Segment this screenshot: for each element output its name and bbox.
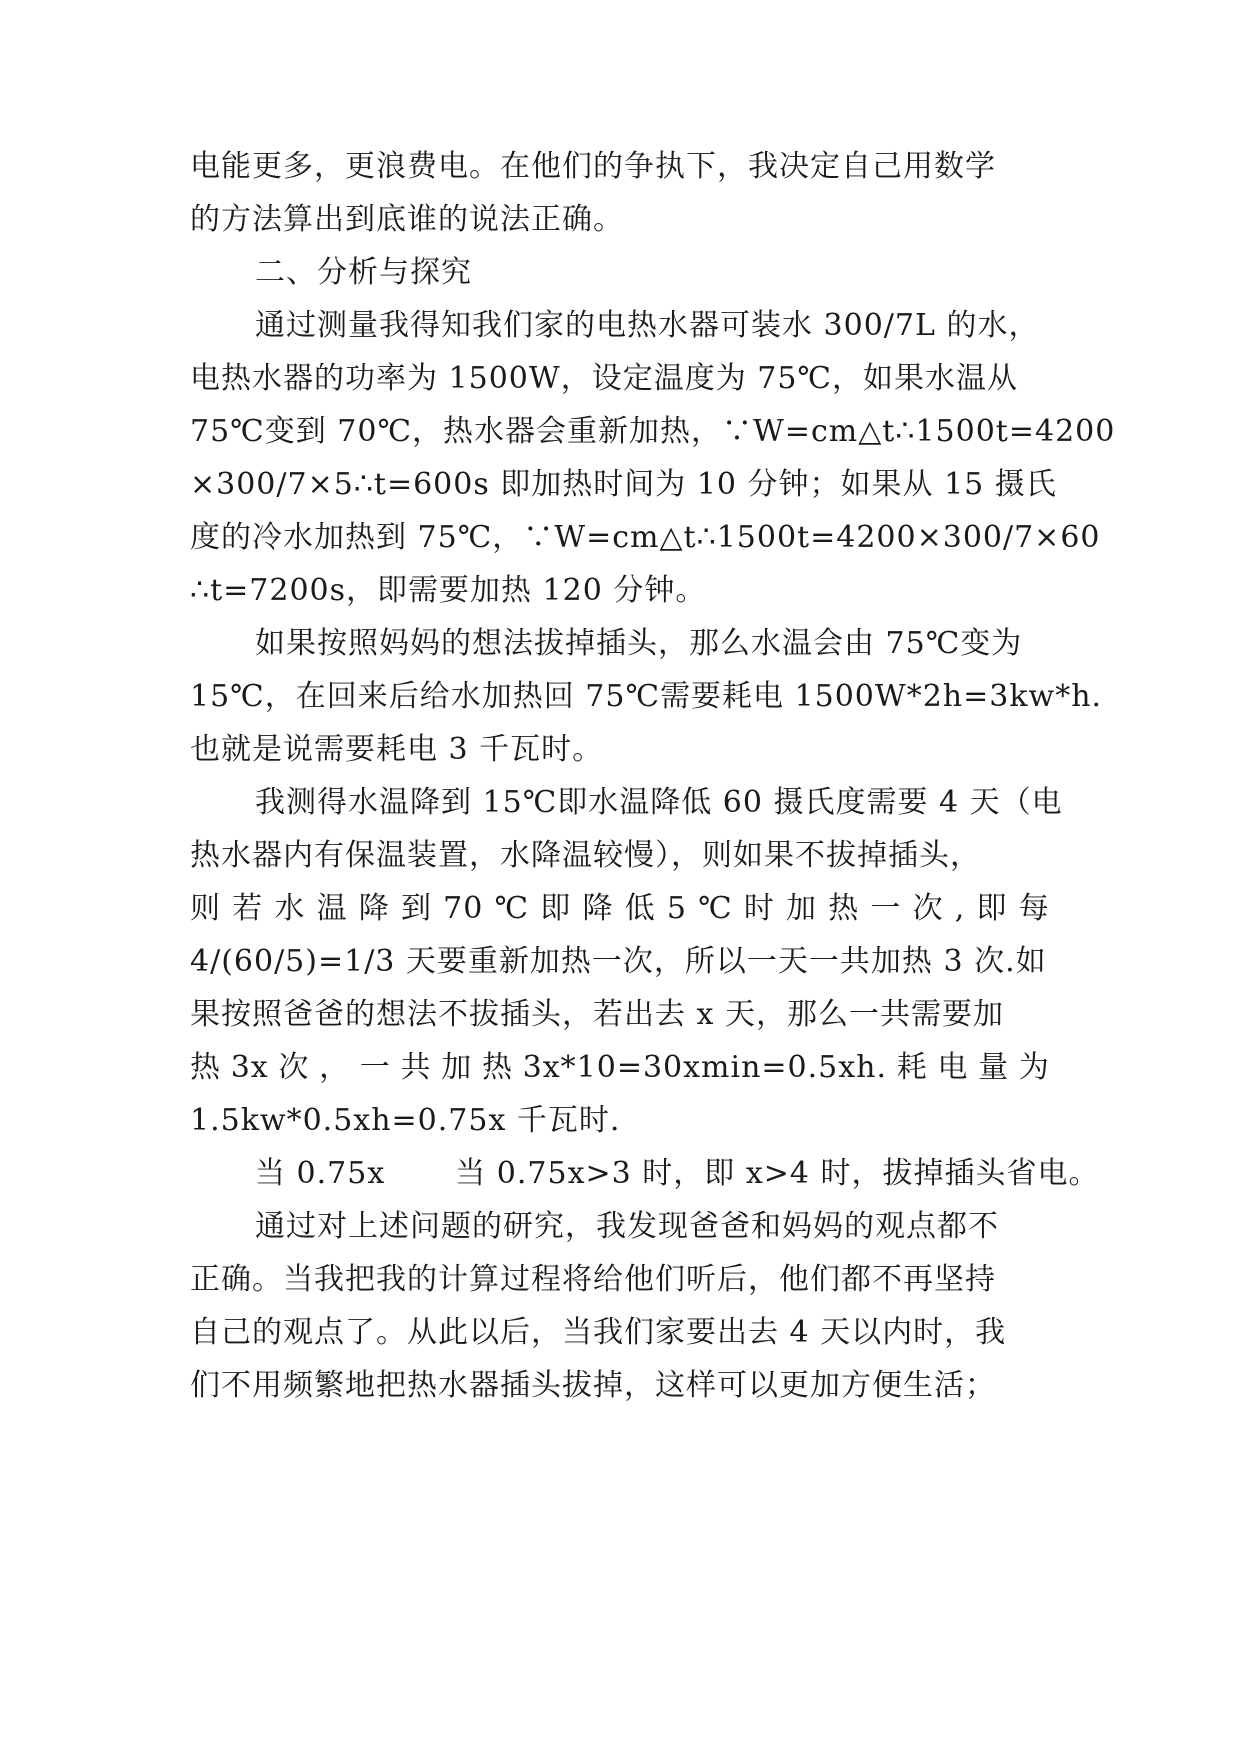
text-line: 1.5kw*0.5xh=0.75x 千瓦时.	[190, 1103, 621, 1138]
split-text-part-b: 当 0.75x>3 时，即 x>4 时，拔掉插头省电。	[455, 1156, 1100, 1191]
text-line: 75℃变到 70℃，热水器会重新加热，∵W=cm△t∴1500t=4200	[190, 414, 1116, 449]
justified-text-line: 则 若 水 温 降 到 70 ℃ 即 降 低 5 ℃ 时 加 热 一 次 , 即 每	[190, 891, 1050, 926]
text-line: 如果按照妈妈的想法拔掉插头，那么水温会由 75℃变为	[255, 626, 1023, 661]
text-line: 的方法算出到底谁的说法正确。	[190, 202, 624, 237]
text-line: 通过测量我得知我们家的电热水器可装水 300/7L 的水，	[255, 308, 1040, 343]
text-line: ×300/7×5∴t=600s 即加热时间为 10 分钟；如果从 15 摄氏	[190, 467, 1057, 502]
text-line: ∴t=7200s，即需要加热 120 分钟。	[190, 573, 707, 608]
text-line: 热水器内有保温装置，水降温较慢），则如果不拔掉插头，	[190, 838, 981, 873]
justified-text-line: 热 3x 次 ， 一 共 加 热 3x*10=30xmin=0.5xh. 耗 电 量 为	[190, 1050, 1050, 1085]
text-line: 4/(60/5)=1/3 天要重新加热一次，所以一天一共加热 3 次.如	[190, 944, 1047, 979]
split-text-part-a: 当 0.75x	[255, 1156, 386, 1191]
split-text-line	[255, 1154, 1100, 1194]
text-line: 们不用频繁地把热水器插头拔掉，这样可以更加方便生活；	[190, 1368, 996, 1403]
text-line: 果按照爸爸的想法不拔插头，若出去 x 天，那么一共需要加	[190, 997, 1004, 1032]
text-line: 15℃，在回来后给水加热回 75℃需要耗电 1500W*2h=3kw*h.	[190, 679, 1103, 714]
text-line: 电能更多，更浪费电。在他们的争执下，我决定自己用数学	[190, 149, 996, 184]
text-line: 正确。当我把我的计算过程将给他们听后，他们都不再坚持	[190, 1262, 996, 1297]
text-line: 度的冷水加热到 75℃，∵W=cm△t∴1500t=4200×300/7×60	[190, 520, 1101, 555]
text-line: 自己的观点了。从此以后，当我们家要出去 4 天以内时，我	[190, 1315, 1007, 1350]
text-line: 也就是说需要耗电 3 千瓦时。	[190, 732, 604, 767]
text-line: 电热水器的功率为 1500W，设定温度为 75℃，如果水温从	[190, 361, 1018, 396]
section-heading: 二、分析与探究	[255, 255, 472, 290]
text-line: 通过对上述问题的研究，我发现爸爸和妈妈的观点都不	[255, 1209, 999, 1244]
text-line: 我测得水温降到 15℃即水温降低 60 摄氏度需要 4 天（电	[255, 785, 1063, 820]
